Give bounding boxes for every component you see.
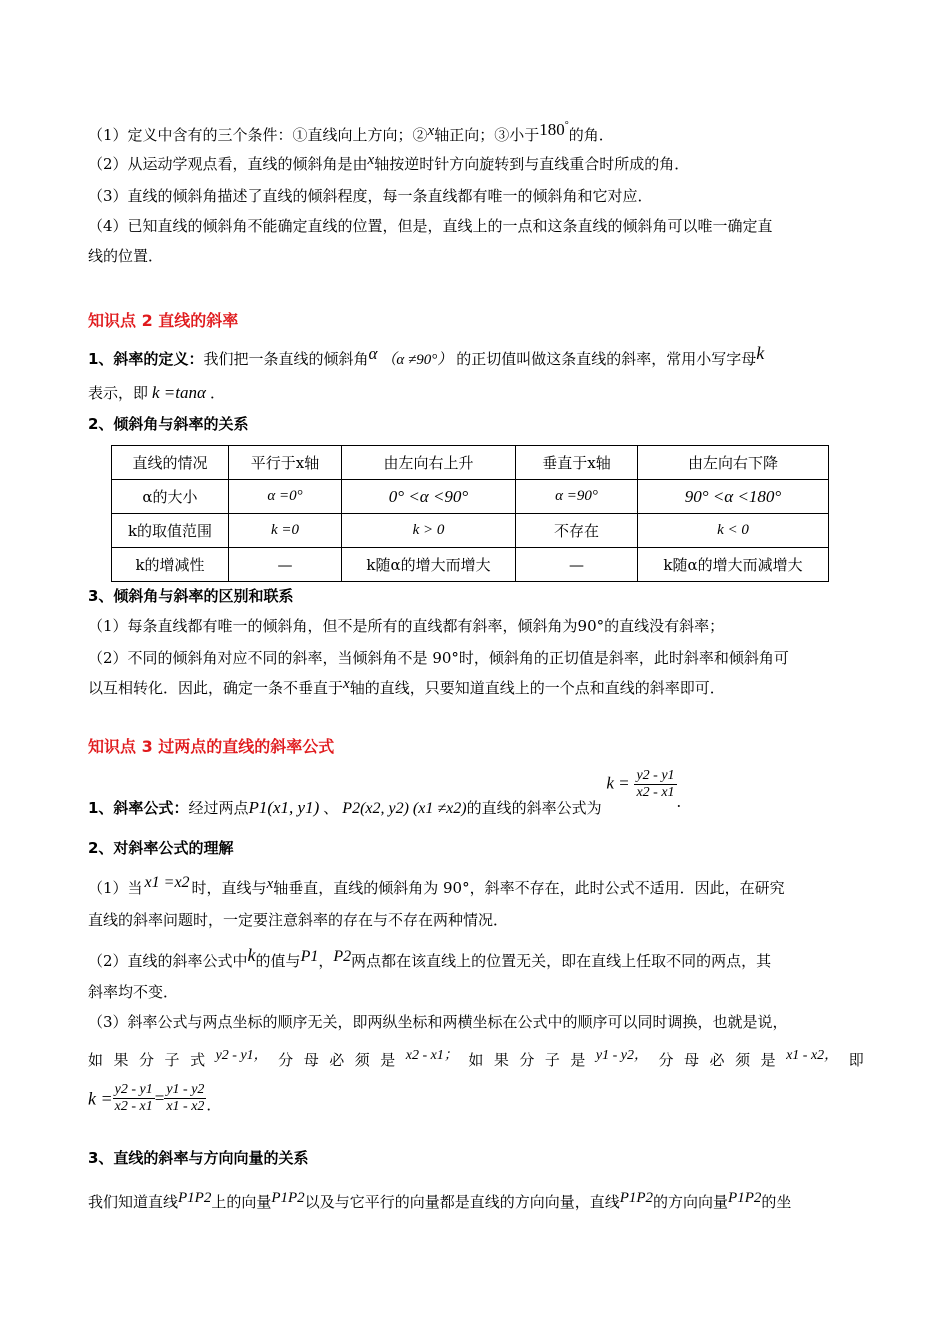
table-cell: k的增减性 <box>112 548 229 582</box>
slope-definition-line2: 表示，即 k =tanα ． <box>88 383 225 402</box>
table-row <box>112 480 829 514</box>
slope-definition: 1、斜率的定义：我们把一条直线的倾斜角α （α ≠90°） 的正切值叫做这条直线的斜率，常用小写字母k <box>88 343 765 368</box>
table-cell: 由左向右上升 <box>342 446 516 480</box>
table-cell: k随α的增大而减增大 <box>638 548 829 582</box>
understanding-2-line1: （2）直线的斜率公式中k的值与P1，P2两点都在该直线上的位置无关，即在直线上任取不同的两点，其 <box>88 945 772 970</box>
relation-title: 2、倾斜角与斜率的关系 <box>88 415 249 433</box>
table-row <box>112 548 829 582</box>
table-cell: k > 0 <box>342 514 516 548</box>
fraction-2: $\frac{y1 - y2}{x1 - x2}$ <box>166 1082 205 1114</box>
table-cell: k随α的增大而增大 <box>342 548 516 582</box>
table-cell: α =0° <box>229 480 342 514</box>
slope-formula: 1、斜率公式：经过两点P1(x1, y1) 、 P2(x2, y2) (x1 ≠x2)的直线的斜率公式为 k = $\frac{y2 - y1}{x2 - x1}$ ． <box>88 768 692 817</box>
understanding-1-line1: （1）当 x1 =x2 时，直线与x轴垂直，直线的倾斜角为 90°，斜率不存在，此时公式不适用．因此，在研究 <box>88 874 785 897</box>
table-cell: 不存在 <box>516 514 638 548</box>
kp3-heading: 知识点 3 过两点的直线的斜率公式 <box>88 737 335 756</box>
understanding-3-line2: 如 果 分 子 式 y2 - y1， 分 母 必 须 是 x2 - x1； 如 果 分 子 是 y1 - y2， 分 母 必 须 是 x1 - x2， 即 <box>88 1048 864 1069</box>
note-3: （3）直线的倾斜角描述了直线的倾斜程度，每一条直线都有唯一的倾斜角和它对应． <box>88 187 653 205</box>
table-cell: 直线的情况 <box>112 446 229 480</box>
table-cell: 90° <α <180° <box>638 480 829 514</box>
vector-line: 我们知道直线P1P2上的向量P1P2以及与它平行的向量都是直线的方向向量，直线P1P2的方向向量P1P2的坐 <box>88 1190 792 1211</box>
understanding-2-line2: 斜率均不变． <box>88 983 179 1001</box>
table-cell: — <box>229 548 342 582</box>
table-cell: 垂直于x轴 <box>516 446 638 480</box>
difference-title: 3、倾斜角与斜率的区别和联系 <box>88 587 294 605</box>
table-cell: α =90° <box>516 480 638 514</box>
kp2-heading: 知识点 2 直线的斜率 <box>88 311 239 330</box>
understanding-3-formula: k = $\frac{y2 - y1}{x2 - x1}$ = $\frac{y1 - y2}{x1 - x2}$ ． <box>88 1082 222 1114</box>
note-1: （1）定义中含有的三个条件：①直线向上方向；②x轴正向；③小于180°的角． <box>88 120 614 144</box>
note-4-line1: （4）已知直线的倾斜角不能确定直线的位置，但是，直线上的一点和这条直线的倾斜角可以唯一确定直 <box>88 217 773 235</box>
table-header-row <box>112 446 829 480</box>
table-cell: k的取值范围 <box>112 514 229 548</box>
understanding-3-line1: （3）斜率公式与两点坐标的顺序无关，即两纵坐标和两横坐标在公式中的顺序可以同时调换，也就是说， <box>88 1013 788 1031</box>
angle-slope-table <box>111 445 829 582</box>
table-cell: k =0 <box>229 514 342 548</box>
difference-2-line1: （2）不同的倾斜角对应不同的斜率，当倾斜角不是 90°时，倾斜角的正切值是斜率，此时斜率和倾斜角可 <box>88 649 789 667</box>
fraction-1: $\frac{y2 - y1}{x2 - x1}$ <box>114 1082 153 1114</box>
table-cell: α的大小 <box>112 480 229 514</box>
table-cell: — <box>516 548 638 582</box>
table-cell: 平行于x轴 <box>229 446 342 480</box>
understanding-title: 2、对斜率公式的理解 <box>88 839 234 857</box>
difference-1: （1）每条直线都有唯一的倾斜角，但不是所有的直线都有斜率，倾斜角为90°的直线没有斜率； <box>88 617 725 635</box>
note-2: （2）从运动学观点看，直线的倾斜角是由x轴按逆时针方向旋转到与直线重合时所成的角． <box>88 152 690 173</box>
table-cell: k < 0 <box>638 514 829 548</box>
difference-2-line2: 以互相转化．因此，确定一条不垂直于x轴的直线，只要知道直线上的一个点和直线的斜率即可． <box>88 676 725 697</box>
understanding-1-line2: 直线的斜率问题时，一定要注意斜率的存在与不存在两种情况． <box>88 911 509 929</box>
vector-title: 3、直线的斜率与方向向量的关系 <box>88 1149 309 1167</box>
table-cell: 0° <α <90° <box>342 480 516 514</box>
table-cell: 由左向右下降 <box>638 446 829 480</box>
table-row <box>112 514 829 548</box>
slope-fraction: $\frac{y2 - y1}{x2 - x1}$ <box>636 768 675 800</box>
note-4-line2: 线的位置． <box>88 247 164 265</box>
